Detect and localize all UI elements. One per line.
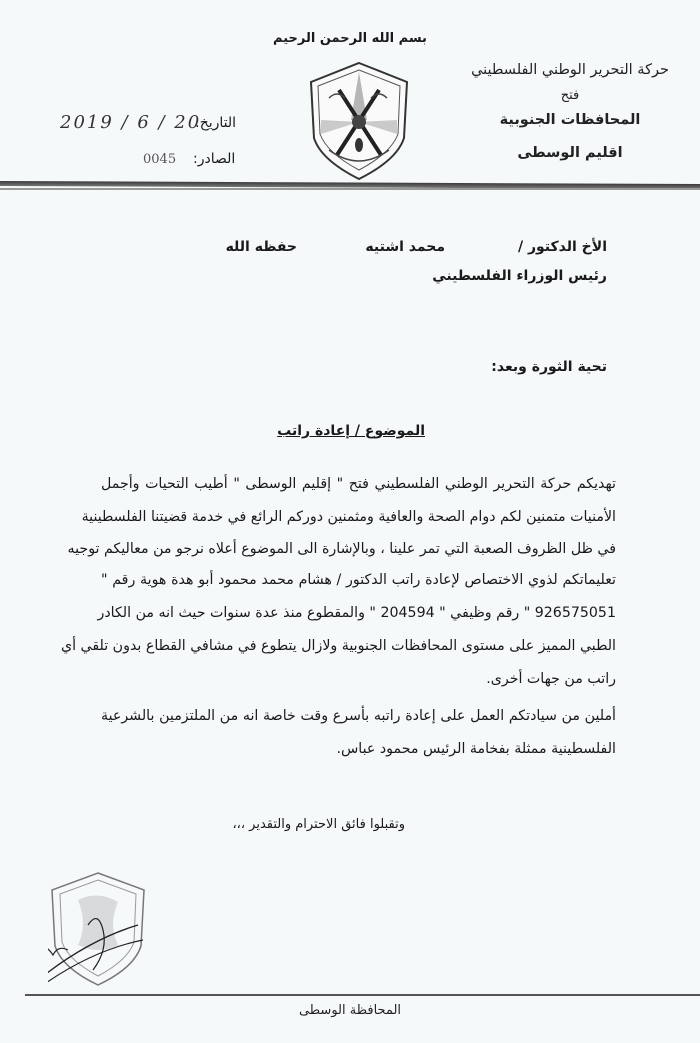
body-line: 926575051 " رقم وظيفي " 204594 " والمقطوع منذ عدة سنوات حيث انه من الكادر — [97, 605, 616, 621]
date-label: التاريخ: — [195, 115, 237, 131]
footer-district: المحافظة الوسطى — [298, 1003, 402, 1018]
org-name: حركة التحرير الوطني الفلسطيني — [471, 62, 669, 78]
recipient-blessing: حفظه الله — [225, 239, 297, 255]
recipient-position: رئيس الوزراء الفلسطيني — [432, 268, 607, 284]
org-district: اقليم الوسطى — [517, 145, 623, 161]
official-stamp-icon — [48, 870, 148, 988]
subject-line: الموضوع / إعادة راتب — [277, 423, 425, 439]
body-line: في ظل الظروف الصعبة التي تمر علينا ، وبالإشارة الى الموضوع أعلاه نرجو من معاليكم توجيه — [67, 541, 616, 557]
issued-number-label: الصادر: — [193, 151, 236, 167]
issued-number-value: 0045 — [143, 152, 177, 167]
org-short-name: فتح — [560, 88, 580, 103]
body-line: تهديكم حركة التحرير الوطني الفلسطيني فتح " إقليم الوسطى " أطيب التحيات وأجمل — [101, 476, 616, 492]
recipient-title: الأخ الدكتور / — [517, 239, 607, 255]
body-line: راتب من جهات أخرى. — [486, 671, 616, 687]
body-line: تعليماتكم لذوي الاختصاص لإعادة راتب الدكتور / هشام محمد محمود أبو هدة هوية رقم " — [101, 572, 616, 588]
recipient-name: محمد اشتيه — [365, 239, 445, 255]
body-line: الفلسطينية ممثلة بفخامة الرئيس محمود عباس. — [336, 741, 616, 757]
body-line: الطبي المميز على مستوى المحافظات الجنوبية ولازال يتطوع في مشافي القطاع بدون تلقي أي — [60, 638, 616, 654]
body-line: الأمنيات متمنين لكم دوام الصحة والعافية ومثمنين دوركم الرائع في خدمة قضيتنا الفلسطينية — [81, 509, 616, 525]
closing-line: وتقبلوا فائق الاحترام والتقدير ،،، — [232, 817, 405, 832]
bismillah-heading: بسم الله الرحمن الرحيم — [273, 31, 427, 46]
fatah-emblem-icon — [307, 60, 411, 182]
greeting: تحية الثورة وبعد: — [491, 359, 607, 375]
body-line: أملين من سيادتكم العمل على إعادة راتبه بأسرع وقت خاصة انه من الملتزمين بالشرعية — [101, 708, 616, 724]
footer-divider — [25, 994, 700, 996]
header-divider-thin — [0, 188, 700, 190]
org-region: المحافظات الجنوبية — [499, 112, 641, 128]
date-value: 2019 / 6 / 20 — [60, 112, 202, 133]
